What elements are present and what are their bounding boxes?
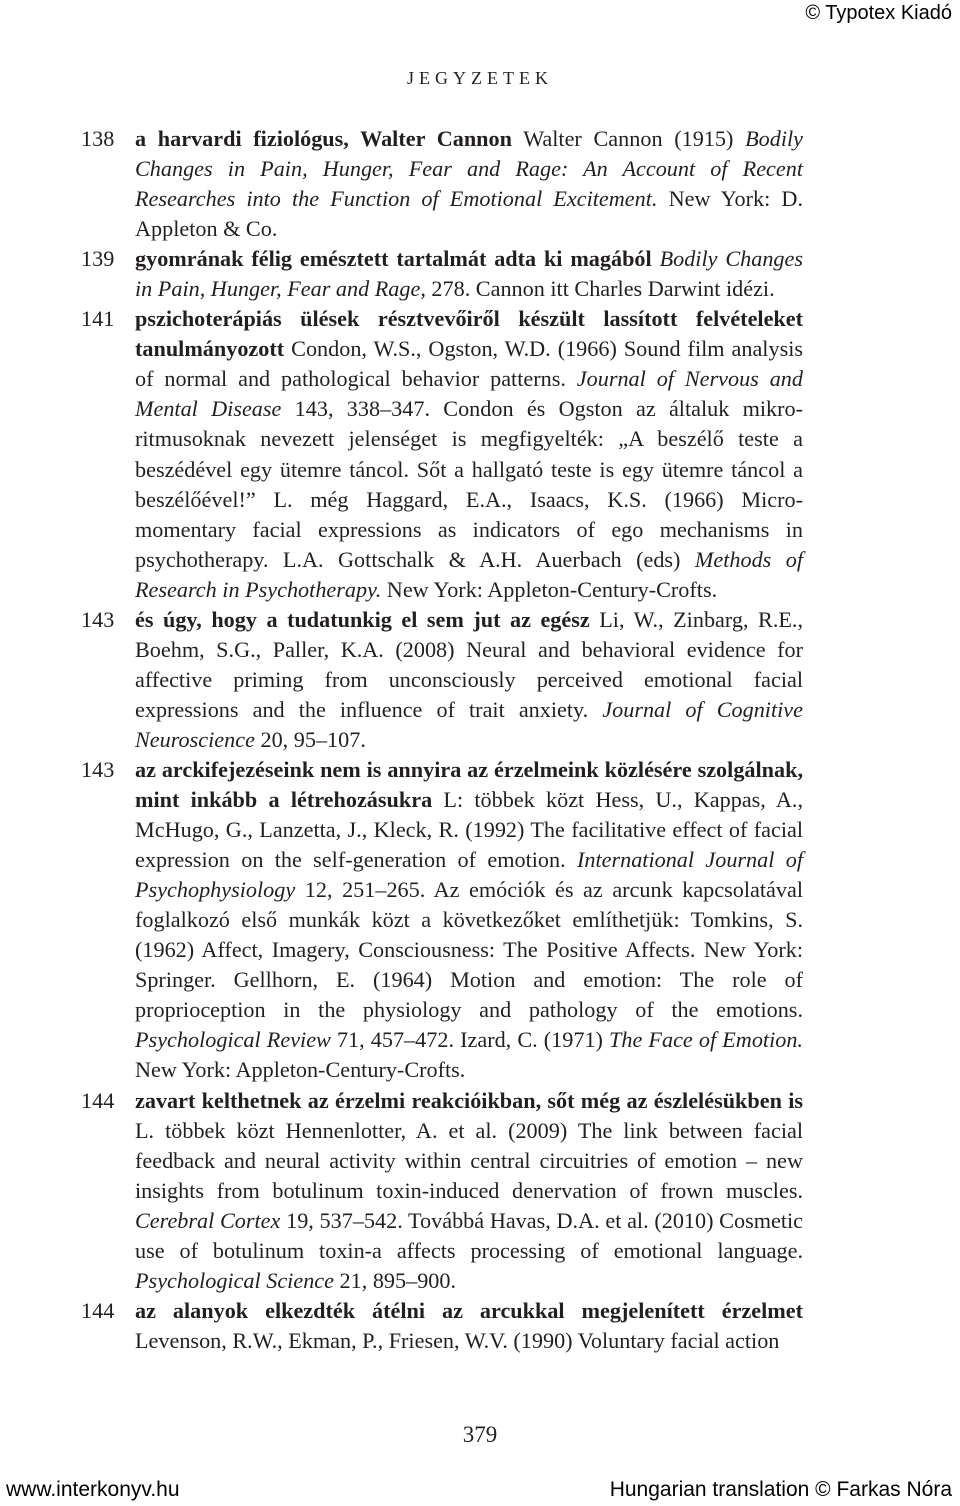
endnote-text: L: többek közt Hess, U., Kappas, A., McHugo, G., Lanzetta, J., Kleck, R. (1992) The facilitative effect of facial expression on the self-generation of emotion. [135,787,803,873]
endnote-text: 71, 457–472. Izard, C. (1971) [330,1027,610,1053]
footer-translation-credit: Hungarian translation © Farkas Nóra [609,1478,952,1501]
endnote [81,605,803,755]
endnote-text: Condon, W.S., Ogston, W.D. (1966) Sound film analysis of normal and pathological behavior patterns. [135,336,803,392]
endnote-text: Walter Cannon (1915) [511,126,746,151]
endnote-citation-title: Cerebral Cortex [135,1207,281,1233]
endnote-lemma: az arckifejezéseink nem is annyira az érzelmeink közlésére szolgálnak, mint inkább a létrehozásukra [135,756,803,813]
endnote-citation-title: The Face of Emotion. [609,1027,803,1053]
endnote-citation-title: Psychological Review [135,1027,331,1053]
copyright-notice: © Typotex Kiadó [805,2,952,24]
endnote-citation-title: Bodily Changes in Pain, Hunger, Fear and Rage: An Account of Recent Researches into the Function of Emotional Excitement. [135,126,803,212]
endnote-text [652,246,660,271]
endnotes-list [81,124,803,1356]
endnote-text: 12, 251–265. Az emóciók és az arcunk kapcsolatával foglalkozó első munkák közt a következőket említhetjük: Tomkins, S. (1962) Affect, Imagery, Consciousness: The Positive Affects. New York: Springer. Gellhorn, E. (1964) Motion and emotion: The role of proprioception in the physiology and pathology of the emotions. [135,877,803,1023]
page-number: 379 [462,1422,498,1447]
running-head: JEGYZETEK [407,68,553,88]
endnote-citation-title: Journal of Cognitive Neuroscience [135,696,803,752]
endnote-lemma: pszichoterápiás ülések résztvevőiről készült lassított felvételeket tanulmányozott [135,306,803,362]
endnote-text: 20, 95–107. [254,726,366,752]
endnote-citation-title: Bodily Changes in Pain, Hunger, Fear and Rage, [135,246,803,302]
endnote [81,304,803,604]
endnote-text: 21, 895–900. [333,1267,457,1293]
endnote-number: 138 [81,126,115,151]
endnote [81,244,803,304]
endnote-number: 141 [81,306,115,332]
endnote [81,755,803,1086]
endnote-number: 143 [81,756,115,782]
endnote-lemma: gyomrának félig emésztett tartalmát adta ki magából [135,246,652,272]
endnote [81,124,803,244]
endnote-citation-title: Journal of Nervous and Mental Disease [135,366,803,422]
endnote-citation-title: Psychological Science [135,1267,334,1293]
endnote-lemma: és úgy, hogy a tudatunkig el sem jut az egész [135,606,590,632]
endnote-text: 143, 338–347. Condon és Ogston az általuk mikro-ritmusoknak nevezett jelenséget is megfigyelték: „A beszélő teste a beszédével egy ütemre táncol. Sőt a hallgató teste is egy ütemre táncol a beszélőével!” L. még Haggard, E.A., Isaacs, K.S. (1966) Micro-momentary facial expressions as indicators of ego mechanisms in psychotherapy. L.A. Gottschalk & A.H. Auerbach (eds) [135,396,803,572]
endnote-number: 143 [81,606,115,632]
endnote [81,1296,803,1356]
endnote-citation-title: International Journal of Psychophysiology [135,847,803,903]
endnote-text: New York: D. Appleton & Co. [135,186,803,242]
endnote-citation-title: Methods of Research in Psychotherapy. [135,546,803,602]
endnote-text: L. többek közt Hennenlotter, A. et al. (2009) The link between facial feedback and neural activity within central circuitries of emotion – new insights from botulinum toxin-induced denervation of frown muscles. [135,1117,803,1203]
endnote-text: New York: Appleton-Century-Crofts. [135,1057,466,1083]
endnote-number: 144 [81,1087,115,1113]
endnote [81,1086,803,1296]
endnote-text: Li, W., Zinbarg, R.E., Boehm, S.G., Paller, K.A. (2008) Neural and behavioral evidence for affective priming from unconsciously perceived emotional facial expressions and the influence of trait anxiety. [135,606,804,722]
endnote-text: 278. Cannon itt Charles Darwint idézi. [425,276,775,302]
endnote-lemma: az alanyok elkezdték átélni az arcukkal megjelenített érzelmet [135,1297,803,1323]
endnote-number: 139 [81,246,115,272]
endnote-number: 144 [81,1297,115,1323]
endnote-text: Levenson, R.W., Ekman, P., Friesen, W.V. (1990) Voluntary facial action [135,1327,780,1353]
endnote-lemma: a harvardi fiziológus, Walter Cannon [135,126,512,151]
endnote-text: New York: Appleton-Century-Crofts. [381,576,718,602]
endnote-text: 19, 537–542. Továbbá Havas, D.A. et al. (2010) Cosmetic use of botulinum toxin-a affects processing of emotional language. [135,1207,803,1263]
endnote-lemma: zavart kelthetnek az érzelmi reakcióikban, sőt még az észlelésükben is [135,1087,803,1113]
footer-website: www.interkonyv.hu [6,1478,180,1501]
